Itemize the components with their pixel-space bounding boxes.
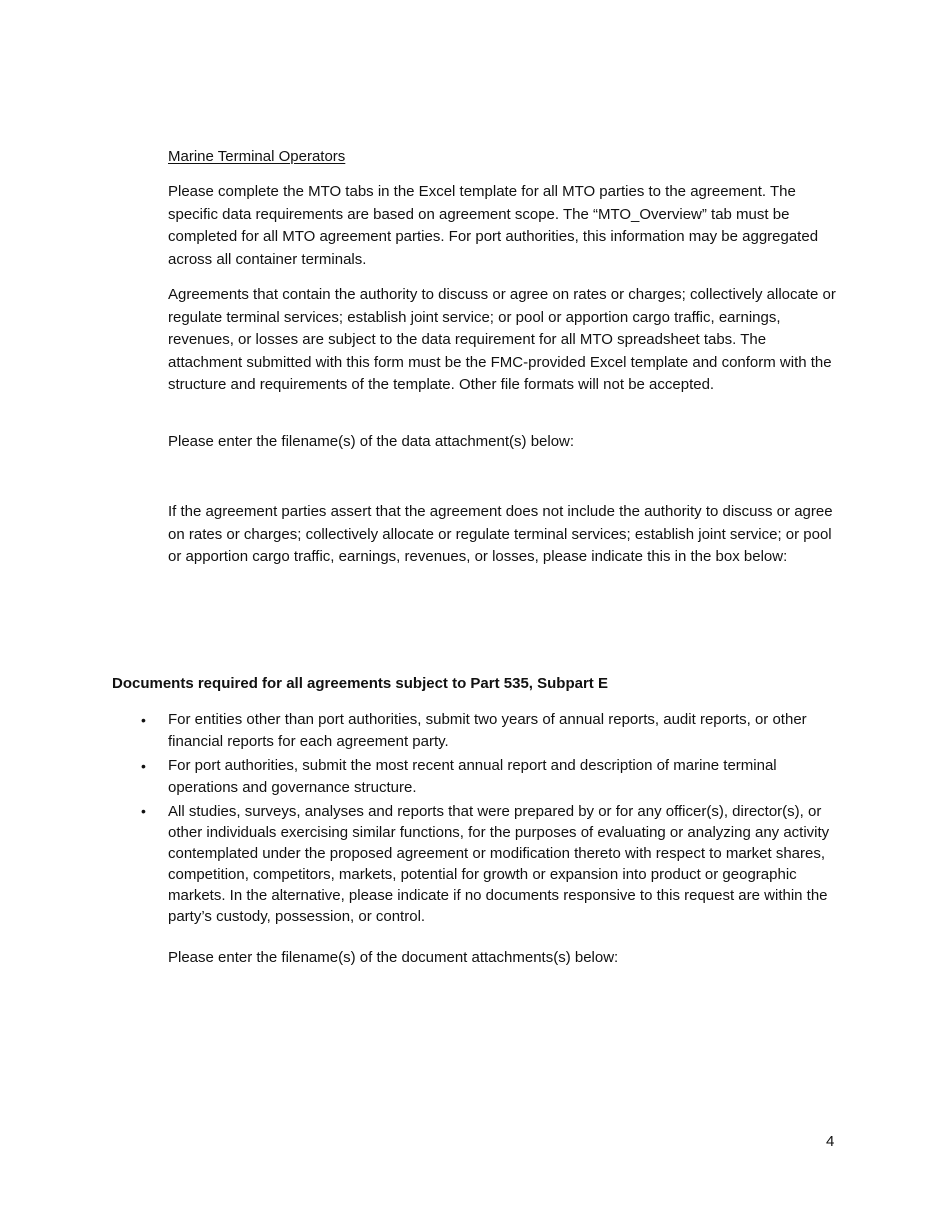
section-heading-marine-terminal-operators: Marine Terminal Operators xyxy=(168,148,346,165)
bullet-item-financial-reports xyxy=(112,709,840,753)
bullet-item-port-authority-report xyxy=(112,755,840,799)
data-attachment-filename-prompt: Please enter the filename(s) of the data attachment(s) below: xyxy=(168,433,575,450)
page-number: 4 xyxy=(826,1133,835,1150)
bullet-marker: • xyxy=(141,758,146,774)
bullet-item-studies-surveys xyxy=(112,801,840,927)
documents-required-heading: Documents required for all agreements subject to Part 535, Subpart E xyxy=(112,675,608,692)
bullet-marker: • xyxy=(141,803,146,819)
mto-scope-paragraph: Agreements that contain the authority to discuss or agree on rates or charges; collectively allocate or regulate terminal services; establish joint service; or pool or apportion cargo traffic, earnings, revenues, or losses are subject to the data requirement for all MTO spreadsheet tabs. The attachment submitted with this form must be the FMC-provided Excel template and conform with the structure and requirements of the template. Other file formats will not be accepted. xyxy=(168,286,836,393)
bullet-text: For port authorities, submit the most recent annual report and description of marine terminal operations and governance structure. xyxy=(168,757,777,796)
documents-bullet-list xyxy=(112,709,840,929)
bullet-text: All studies, surveys, analyses and reports that were prepared by or for any officer(s), director(s), or other individuals exercising similar functions, for the purposes of evaluating or analyzing any activity contemplated under the proposed agreement or modification thereto with respect to market shares, competition, competitors, markets, potential for growth or expansion into product or geographic markets. In the alternative, please indicate if no documents responsive to this request are within the party’s custody, possession, or control. xyxy=(168,803,830,925)
document-attachment-filename-prompt: Please enter the filename(s) of the document attachments(s) below: xyxy=(168,949,619,966)
authority-assertion-paragraph: If the agreement parties assert that the agreement does not include the authority to discuss or agree on rates or charges; collectively allocate or regulate terminal services; establish joint service; or pool or apportion cargo traffic, earnings, revenues, or losses, please indicate this in the box below: xyxy=(168,503,833,565)
mto-instructions-paragraph: Please complete the MTO tabs in the Excel template for all MTO parties to the agreement. The specific data requirements are based on agreement scope. The “MTO_Overview” tab must be completed for all MTO agreement parties. For port authorities, this information may be aggregated across all container terminals. xyxy=(168,183,819,268)
bullet-marker: • xyxy=(141,712,146,728)
bullet-text: For entities other than port authorities, submit two years of annual reports, audit reports, or other financial reports for each agreement party. xyxy=(168,711,807,750)
